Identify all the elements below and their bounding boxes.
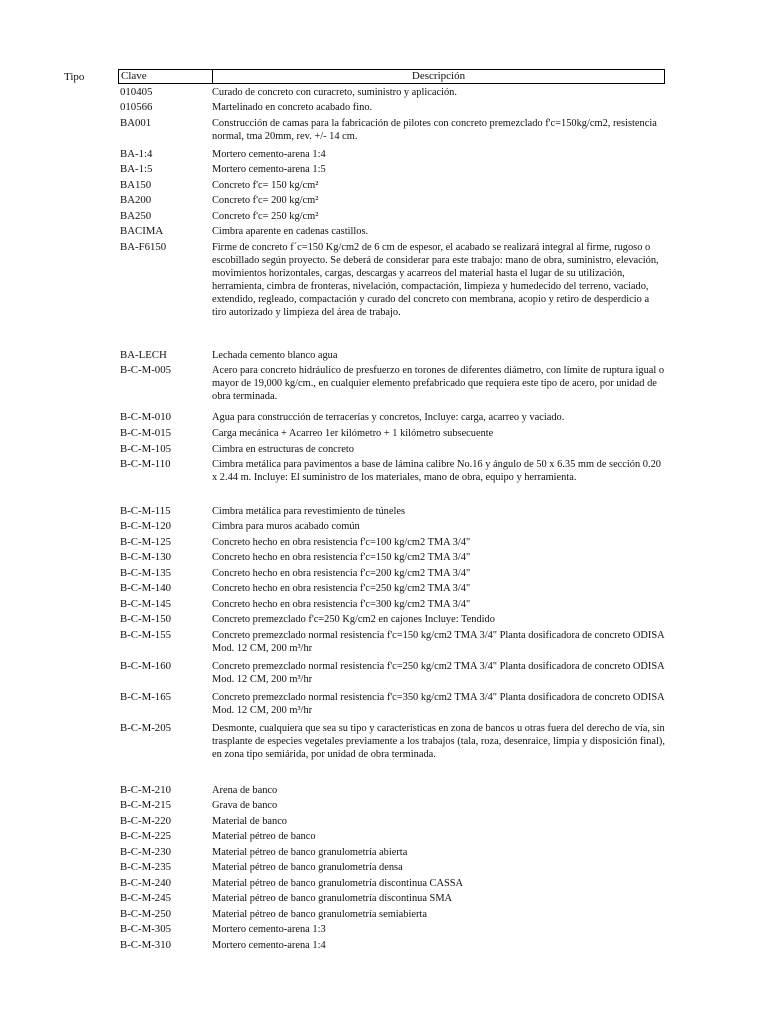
descripcion-cell: Firme de concreto f´c=150 Kg/cm2 de 6 cm de espesor, el acabado se realizará integral al firme, rugoso o escobillado según proyecto. Se deberá de considerar para este trabajo: mano de obra, suministro, elevación, movimientos horizontales, cargas, descargas y acarreos del material hasta el lugar de su utilización, herramienta, cimbra de fronteras, nivelación, compactación, limpieza y humedecido del terreno, vaciado, extendido, regleado, compactación y curado del concreto con membrana, acopio y retiro de desperdicio a tiro autorizado y limpieza del área de trabajo. (212, 242, 659, 318)
descripcion-cell: Cimbra aparente en cadenas castillos. (212, 226, 369, 237)
clave-cell: BA-LECH (120, 349, 167, 361)
descripcion-cell: Material de banco (212, 816, 288, 827)
clave-cell: B-C-M-105 (120, 443, 171, 455)
descripcion-cell: Concreto f'c= 150 kg/cm² (212, 180, 319, 191)
clave-cell: BA001 (120, 117, 152, 129)
descripcion-cell: Arena de banco (212, 785, 278, 796)
clave-cell: B-C-M-305 (120, 923, 171, 935)
clave-cell: B-C-M-135 (120, 567, 171, 579)
clave-cell: B-C-M-125 (120, 536, 171, 548)
descripcion-cell: Construcción de camas para la fabricación de pilotes con concreto premezclado f'c=150kg/cm2, resistencia normal, tma 20mm, rev. +/- 14 cm. (212, 118, 657, 142)
descripcion-cell: Concreto premezclado normal resistencia f'c=350 kg/cm2 TMA 3/4" Planta dosificadora de concreto ODISA Mod. 12 CM, 200 m³/hr (212, 692, 665, 716)
descripcion-cell: Material pétreo de banco granulometría discontinua CASSA (212, 878, 464, 889)
clave-cell: B-C-M-115 (120, 505, 171, 517)
clave-cell: B-C-M-235 (120, 861, 171, 873)
descripcion-cell: Concreto f'c= 250 kg/cm² (212, 211, 319, 222)
clave-cell: BA-1:5 (120, 163, 153, 175)
descripcion-cell: Concreto premezclado f'c=250 Kg/cm2 en cajones Incluye: Tendido (212, 614, 495, 625)
clave-cell: B-C-M-220 (120, 815, 171, 827)
clave-cell: BACIMA (120, 225, 164, 237)
clave-cell: B-C-M-310 (120, 939, 171, 951)
clave-cell: B-C-M-165 (120, 691, 171, 703)
clave-cell: B-C-M-130 (120, 551, 171, 563)
descripcion-cell: Curado de concreto con curacreto, suministro y aplicación. (212, 87, 457, 98)
descripcion-cell: Lechada cemento blanco agua (212, 350, 338, 361)
descripcion-cell: Concreto hecho en obra resistencia f'c=200 kg/cm2 TMA 3/4" (212, 568, 471, 579)
clave-cell: B-C-M-150 (120, 613, 171, 625)
clave-cell: B-C-M-155 (120, 629, 171, 641)
descripcion-cell: Acero para concreto hidráulico de presfuerzo en torones de diferentes diámetro, con límite de ruptura igual o mayor de 19,000 kg/cm., en cualquier elemento prefabricado que requiera este tipo de acero, por unidad de obra terminada. (212, 365, 665, 402)
clave-cell: B-C-M-250 (120, 908, 171, 920)
descripcion-cell: Grava de banco (212, 800, 278, 811)
clave-header: Clave (121, 70, 147, 82)
clave-cell: BA150 (120, 179, 152, 191)
clave-cell: 010566 (120, 101, 153, 113)
clave-cell: B-C-M-245 (120, 892, 171, 904)
descripcion-cell: Cimbra para muros acabado común (212, 521, 360, 532)
clave-cell: BA-1:4 (120, 148, 153, 160)
descripcion-cell: Material pétreo de banco granulometría densa (212, 862, 403, 873)
descripcion-cell: Cimbra metálica para revestimiento de túneles (212, 506, 406, 517)
table-header (118, 69, 665, 84)
clave-cell: 010405 (120, 86, 153, 98)
descripcion-cell: Material pétreo de banco granulometría discontinua SMA (212, 893, 453, 904)
clave-cell: B-C-M-230 (120, 846, 171, 858)
clave-cell: B-C-M-015 (120, 427, 171, 439)
clave-cell: B-C-M-215 (120, 799, 171, 811)
descripcion-cell: Mortero cemento-arena 1:4 (212, 149, 326, 160)
clave-cell: BA-F6150 (120, 241, 167, 253)
descripcion-header: Descripción (411, 70, 466, 82)
clave-cell: B-C-M-140 (120, 582, 171, 594)
descripcion-cell: Martelinado en concreto acabado fino. (212, 102, 373, 113)
descripcion-cell: Material pétreo de banco granulometría semiabierta (212, 909, 427, 920)
descripcion-cell: Mortero cemento-arena 1:5 (212, 164, 326, 175)
clave-cell: B-C-M-120 (120, 520, 171, 532)
descripcion-cell: Mortero cemento-arena 1:3 (212, 924, 326, 935)
descripcion-cell: Desmonte, cualquiera que sea su tipo y características en zona de bancos u otras fuera del derecho de vía, sin trasplante de especies vegetales previamente a los trabajos (tala, roza, desenraice, limpia y disposición final), en zona tipo semiárida, por unidad de obra terminada. (212, 723, 665, 760)
clave-cell: B-C-M-005 (120, 364, 171, 376)
descripcion-cell: Concreto f'c= 200 kg/cm² (212, 195, 319, 206)
descripcion-cell: Concreto hecho en obra resistencia f'c=150 kg/cm2 TMA 3/4" (212, 552, 471, 563)
descripcion-cell: Cimbra metálica para pavimentos a base de lámina calibre No.16 y ángulo de 50 x 6.35 mm de sección 0.20 x 2.44 m. Incluye: El suministro de los materiales, mano de obra, equipo y herramienta. (212, 459, 661, 483)
descripcion-cell: Concreto premezclado normal resistencia f'c=150 kg/cm2 TMA 3/4" Planta dosificadora de concreto ODISA Mod. 12 CM, 200 m³/hr (212, 630, 665, 654)
clave-cell: B-C-M-010 (120, 411, 171, 423)
clave-cell: B-C-M-110 (120, 458, 171, 470)
descripcion-cell: Concreto hecho en obra resistencia f'c=250 kg/cm2 TMA 3/4" (212, 583, 471, 594)
descripcion-cell: Concreto premezclado normal resistencia f'c=250 kg/cm2 TMA 3/4" Planta dosificadora de concreto ODISA Mod. 12 CM, 200 m³/hr (212, 661, 665, 685)
descripcion-cell: Cimbra en estructuras de concreto (212, 444, 354, 455)
clave-cell: B-C-M-205 (120, 722, 171, 734)
clave-cell: B-C-M-240 (120, 877, 171, 889)
descripcion-cell: Material pétreo de banco granulometría abierta (212, 847, 408, 858)
clave-cell: BA250 (120, 210, 152, 222)
tipo-header: Tipo (64, 71, 85, 83)
clave-cell: B-C-M-160 (120, 660, 171, 672)
clave-cell: B-C-M-145 (120, 598, 171, 610)
clave-cell: B-C-M-210 (120, 784, 171, 796)
descripcion-cell: Carga mecánica + Acarreo 1er kilómetro + 1 kilómetro subsecuente (212, 428, 494, 439)
descripcion-cell: Mortero cemento-arena 1:4 (212, 940, 326, 951)
descripcion-cell: Concreto hecho en obra resistencia f'c=300 kg/cm2 TMA 3/4" (212, 599, 471, 610)
clave-cell: BA200 (120, 194, 152, 206)
descripcion-cell: Concreto hecho en obra resistencia f'c=100 kg/cm2 TMA 3/4" (212, 537, 471, 548)
descripcion-cell: Agua para construcción de terracerías y concretos, Incluye: carga, acarreo y vaciado. (212, 412, 565, 423)
descripcion-cell: Material pétreo de banco (212, 831, 316, 842)
clave-cell: B-C-M-225 (120, 830, 171, 842)
